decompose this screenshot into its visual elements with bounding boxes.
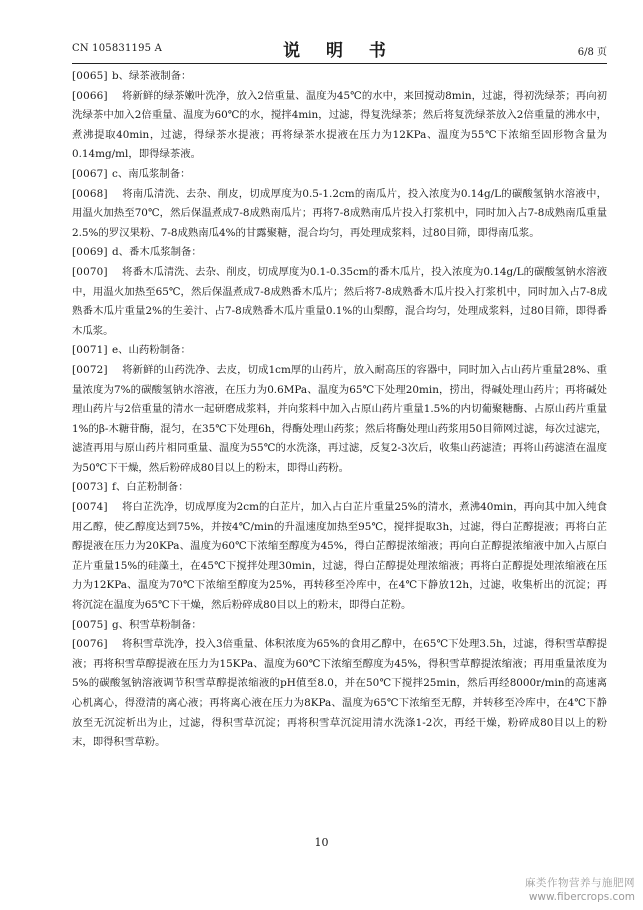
publication-number: CN 105831195 A bbox=[72, 43, 163, 54]
paragraph-text: 将番木瓜清洗、去杂、削皮，切成厚度为0.1-0.35cm的番木瓜片，投入浓度为0.14g/L的碳酸氢钠水溶液中，用温火加热至65℃，然后保温煮成7-8成熟番木瓜片；然后将7-8成熟番木瓜片投入打浆机中，同时加入占7-8成熟番木瓜片重量2%的生姜汁、占7-8成熟番木瓜片重量0.1%的山梨醇，混合均匀，处理成浆料，过80目筛，即得番木瓜浆。 bbox=[72, 265, 607, 337]
page-header bbox=[72, 36, 607, 62]
site-watermark bbox=[525, 876, 635, 904]
paragraph-0074 bbox=[72, 498, 607, 616]
paragraph-number: [0072] bbox=[72, 363, 108, 376]
paragraph-number: [0067] bbox=[72, 167, 108, 180]
paragraph-number: [0066] bbox=[72, 89, 108, 102]
paragraph-0072 bbox=[72, 361, 607, 479]
paragraph-text: 将积雪草洗净，投入3倍重量、体积浓度为65%的食用乙醇中，在65℃下处理3.5h，过滤，得积雪草醇提液；再将积雪草醇提液在压力为15KPa、温度为60℃下浓缩至醇度为45%，得积雪草醇提浓缩液；再用重量浓度为5%的碳酸氢钠溶液调节积雪草醇提浓缩液的pH值至8.0，并在50℃下搅拌25min，然后再经8000r/min的高速离心机离心，得澄清的离心液；再将离心液在压力为8KPa、温度为65℃下浓缩至无醇，并转移至冷库中，在4℃下静放至无沉淀析出为止，过滤，得积雪草沉淀；再将积雪草沉淀用清水洗涤1-2次，再经干燥，粉碎成80目以上的粉末，即得积雪草粉。 bbox=[72, 638, 607, 749]
paragraph-number: [0076] bbox=[72, 638, 108, 651]
paragraph-text: 将新鲜的山药洗净、去皮，切成1cm厚的山药片，放入耐高压的容器中，同时加入占山药片重量28%、重量浓度为7%的碳酸氢钠水溶液，在压力为0.6MPa、温度为65℃下处理20min，捞出，得碱处理山药片；再将碱处理山药片与2倍重量的清水一起研磨成浆料，并向浆料中加入占原山药片重量1.5%的内切葡聚糖酶、占原山药片重量1%的β-木糖苷酶，混匀，在35℃下处理6h，得酶处理山药浆；然后将酶处理山药浆用50目筛网过滤，每次过滤完，滤渣再用与原山药片相同重量、温度为55℃的水洗涤，再过滤，反复2-3次后，收集山药滤渣；再将山药滤渣在温度为50℃下干燥，然后粉碎成80目以上的粉末，即得山药粉。 bbox=[72, 363, 607, 474]
paragraph-0070 bbox=[72, 263, 607, 341]
paragraph-number: [0073] bbox=[72, 481, 108, 494]
paragraph-number: [0070] bbox=[72, 265, 108, 278]
paragraph-number: [0068] bbox=[72, 187, 108, 200]
paragraph-0066 bbox=[72, 87, 607, 165]
paragraph-number: [0074] bbox=[72, 501, 108, 514]
section-heading: e、山药粉制备： bbox=[112, 344, 191, 357]
header-divider bbox=[72, 63, 607, 64]
paragraph-0073 bbox=[72, 478, 607, 498]
watermark-site-name: 麻类作物营养与施肥网 bbox=[525, 877, 635, 889]
section-heading: g、积雪草粉制备： bbox=[112, 618, 202, 631]
paragraph-0076 bbox=[72, 635, 607, 753]
watermark-url: www.fibercrops.com bbox=[528, 891, 635, 903]
document-title: 说 明 书 bbox=[283, 41, 396, 61]
section-heading: f、白芷粉制备： bbox=[112, 481, 189, 494]
section-heading: d、番木瓜浆制备： bbox=[112, 246, 202, 259]
paragraph-number: [0075] bbox=[72, 618, 108, 631]
paragraph-number: [0071] bbox=[72, 344, 108, 357]
paragraph-0067 bbox=[72, 165, 607, 185]
paragraph-0068 bbox=[72, 185, 607, 244]
paragraph-0071 bbox=[72, 341, 607, 361]
paragraph-text: 将南瓜清洗、去杂、削皮，切成厚度为0.5-1.2cm的南瓜片，投入浓度为0.14g/L的碳酸氢钠水溶液中，用温火加热至70℃，然后保温煮成7-8成熟南瓜片；再将7-8成熟南瓜片投入打浆机中，同时加入占7-8成熟南瓜重量2.5%的罗汉果粉、7-8成熟南瓜4%的甘露聚糖，混合均匀，再处理成浆料，过80目筛，即得南瓜浆。 bbox=[72, 187, 607, 239]
paragraph-text: 将白芷洗净，切成厚度为2cm的白芷片，加入占白芷片重量25%的清水，煮沸40min，再向其中加入纯食用乙醇，使乙醇度达到75%，并按4℃/min的升温速度加热至95℃，搅拌提取3h，过滤，得白芷醇提液；再将白芷醇提液在压力为20KPa、温度为60℃下浓缩至醇度为45%，得白芷醇提浓缩液；再向白芷醇提浓缩液中加入占原白芷片重量15%的硅藻土，在45℃下搅拌处理30min，过滤，得白芷醇提处理浓缩液；再将白芷醇提处理浓缩液在压力为12KPa、温度为70℃下浓缩至醇度为25%，再转移至冷库中，在4℃下静放12h，过滤，收集析出的沉淀；再将沉淀在温度为65℃下干燥，然后粉碎成80目以上的粉末，即得白芷粉。 bbox=[72, 501, 607, 612]
paragraph-0069 bbox=[72, 243, 607, 263]
paragraph-number: [0069] bbox=[72, 246, 108, 259]
document-body bbox=[72, 67, 607, 753]
paragraph-text: 将新鲜的绿茶嫩叶洗净，放入2倍重量、温度为45℃的水中，来回搅动8min，过滤，得初洗绿茶；再向初洗绿茶中加入2倍重量、温度为60℃的水，搅拌4min，过滤，得复洗绿茶；然后将复洗绿茶放入2倍重量的沸水中，煮沸提取40min，过滤，得绿茶水提液；再将绿茶水提液在压力为12KPa、温度为55℃下浓缩至固形物含量为0.14mg/ml，即得绿茶液。 bbox=[72, 89, 607, 161]
page-indicator: 6/8 页 bbox=[577, 47, 607, 58]
page-number: 10 bbox=[314, 836, 329, 849]
paragraph-0075 bbox=[72, 616, 607, 636]
section-heading: b、绿茶液制备： bbox=[112, 70, 192, 82]
paragraph-0065 bbox=[72, 67, 607, 87]
section-heading: c、南瓜浆制备： bbox=[112, 167, 191, 180]
paragraph-number: [0065] bbox=[72, 70, 108, 82]
